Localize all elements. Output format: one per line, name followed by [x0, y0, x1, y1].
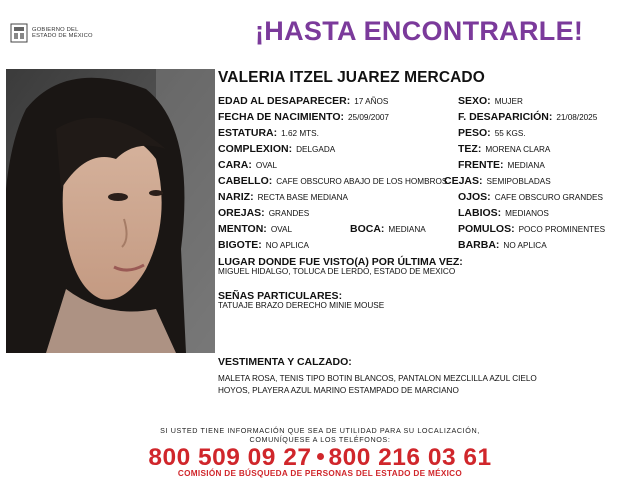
particular-marks-title: SEÑAS PARTICULARES:	[218, 290, 343, 302]
field-label: SEXO:	[458, 95, 491, 107]
field-label: F. DESAPARICIÓN:	[458, 111, 553, 123]
clothing-line-2: HOYOS, PLAYERA AZUL MARINO ESTAMPADO DE MARCIANO	[218, 386, 459, 395]
field-age	[218, 96, 388, 107]
field-birthdate	[218, 112, 389, 123]
field-label: CARA:	[218, 159, 252, 171]
field-label: BARBA:	[458, 239, 500, 251]
person-name: VALERIA ITZEL JUAREZ MERCADO	[218, 69, 485, 86]
person-photo	[6, 69, 215, 353]
field-value: NO APLICA	[503, 241, 547, 250]
field-height	[218, 128, 319, 139]
field-forehead	[458, 160, 545, 171]
field-weight	[458, 128, 526, 139]
field-label: FRENTE:	[458, 159, 504, 171]
phone-number-1[interactable]: 800 509 09 27	[148, 444, 312, 471]
field-value: MEDIANA	[507, 161, 545, 170]
field-hair	[218, 176, 447, 187]
field-sex	[458, 96, 523, 107]
state-emblem-icon	[10, 23, 28, 43]
field-value: SEMIPOBLADAS	[486, 177, 551, 186]
field-label: CEJAS:	[444, 175, 483, 187]
field-value: MORENA CLARA	[485, 145, 551, 154]
field-value: OVAL	[270, 225, 293, 234]
info-note-line-1: SI USTED TIENE INFORMACIÓN QUE SEA DE UTILIDAD PARA SU LOCALIZACIÓN,	[160, 426, 480, 435]
phone-number-2[interactable]: 800 216 03 61	[328, 444, 492, 471]
field-value: MEDIANA	[388, 225, 426, 234]
field-label: TEZ:	[458, 143, 482, 155]
field-mustache	[218, 240, 309, 251]
logo-line-1: GOBIERNO DEL	[32, 26, 79, 33]
field-value: OVAL	[255, 161, 278, 170]
field-ears	[218, 208, 309, 219]
field-value: DELGADA	[296, 145, 336, 154]
photo-illustration	[6, 69, 215, 353]
field-face	[218, 160, 277, 171]
field-lips	[458, 208, 549, 219]
government-logo	[10, 22, 130, 44]
commission-name: COMISIÓN DE BÚSQUEDA DE PERSONAS DEL ESTADO DE MÉXICO	[177, 469, 463, 478]
last-seen-text: MIGUEL HIDALGO, TOLUCA DE LERDO, ESTADO DE MEXICO	[218, 267, 456, 276]
last-seen-title: LUGAR DONDE FUE VISTO(A) POR ÚLTIMA VEZ:	[218, 256, 463, 268]
field-value: POCO PROMINENTES	[518, 225, 606, 234]
field-label: POMULOS:	[458, 223, 515, 235]
logo-line-2: ESTADO DE MÉXICO	[32, 33, 93, 39]
field-value: GRANDES	[268, 209, 310, 218]
field-value: 1.62 MTS.	[281, 129, 319, 138]
field-mouth	[350, 224, 426, 235]
field-label: EDAD AL DESAPARECER:	[218, 95, 351, 107]
field-label: LABIOS:	[458, 207, 502, 219]
field-value: CAFE OBSCURO ABAJO DE LOS HOMBROS	[276, 177, 448, 186]
clothing-line-1: MALETA ROSA, TENIS TIPO BOTIN BLANCOS, PANTALON MEZCLILLA AZUL CIELO	[218, 374, 537, 383]
field-value: RECTA BASE MEDIANA	[257, 193, 348, 202]
field-value: MUJER	[494, 97, 523, 106]
field-complexion	[458, 144, 550, 155]
clothing-title: VESTIMENTA Y CALZADO:	[218, 356, 352, 368]
field-label: OJOS:	[458, 191, 491, 203]
field-value: 17 AÑOS	[354, 97, 389, 106]
field-value: 55 KGS.	[494, 129, 526, 138]
particular-marks-text: TATUAJE BRAZO DERECHO MINIE MOUSE	[218, 301, 385, 310]
field-disappearance-date	[458, 112, 597, 123]
field-label: ESTATURA:	[218, 127, 278, 139]
field-label: COMPLEXION:	[218, 143, 293, 155]
field-label: PESO:	[458, 127, 491, 139]
field-label: CABELLO:	[218, 175, 273, 187]
field-value: MEDIANOS	[505, 209, 549, 218]
field-build	[218, 144, 335, 155]
field-cheekbones	[458, 224, 605, 235]
field-value: 21/08/2025	[556, 113, 598, 122]
field-beard	[458, 240, 547, 251]
field-value: NO APLICA	[265, 241, 309, 250]
info-note-line-2: COMUNÍQUESE A LOS TELÉFONOS:	[249, 435, 391, 444]
field-eyes	[458, 192, 603, 203]
field-nose	[218, 192, 348, 203]
field-label: BIGOTE:	[218, 239, 262, 251]
phone-numbers	[0, 444, 640, 472]
field-value: CAFE OBSCURO GRANDES	[494, 193, 603, 202]
field-label: NARIZ:	[218, 191, 254, 203]
field-label: MENTON:	[218, 223, 267, 235]
headline: ¡HASTA ENCONTRARLE!	[255, 16, 584, 46]
field-label: OREJAS:	[218, 207, 265, 219]
field-label: BOCA:	[350, 223, 385, 235]
field-eyebrows	[444, 176, 551, 187]
field-label: FECHA DE NACIMIENTO:	[218, 111, 344, 123]
separator-dot-icon	[317, 453, 324, 460]
field-chin	[218, 224, 292, 235]
field-value: 25/09/2007	[348, 113, 389, 122]
logo-text	[32, 27, 93, 40]
